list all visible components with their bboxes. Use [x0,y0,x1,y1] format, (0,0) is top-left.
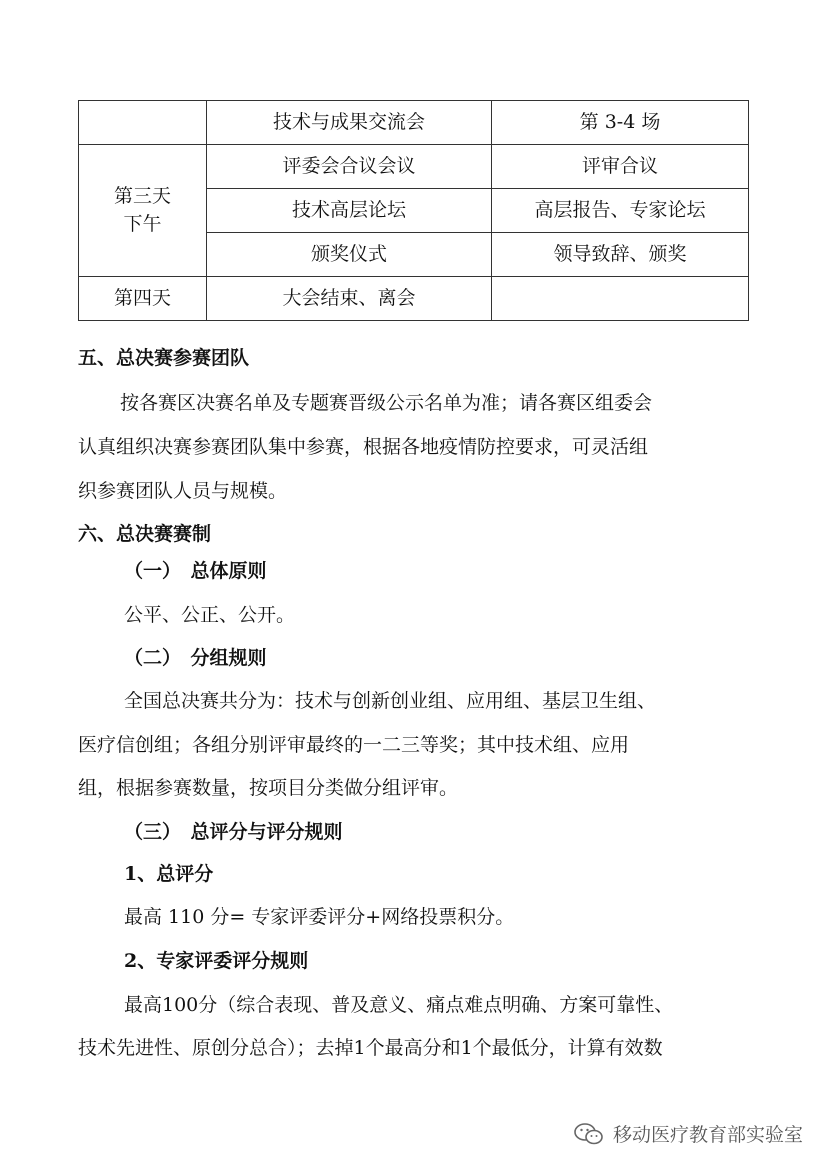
note-cell: 领导致辞、颁奖 [492,233,749,277]
paragraph-line: 技术先进性、原创分总合）；去掉1个最高分和1个最低分，计算有效数 [78,1037,663,1059]
paragraph-line: 公平、公正、公开。 [124,604,296,626]
section-heading: 五、总决赛参赛团队 [78,347,250,369]
note-cell: 评审合议 [492,145,749,189]
note-cell: 第 3-4 场 [492,101,749,145]
day-cell [79,101,207,145]
paragraph-line: 最高100分（综合表现、普及意义、痛点难点明确、方案可靠性、 [124,994,674,1016]
day-label-line: 第三天 [113,184,171,207]
section-heading: 六、总决赛赛制 [78,523,212,545]
event-cell: 技术高层论坛 [207,189,492,233]
day-cell [79,145,207,277]
note-cell [492,277,749,321]
note-cell: 高层报告、专家论坛 [492,189,749,233]
watermark-text: 移动医疗教育部实验室 [612,1124,803,1146]
paragraph-line: 最高 110 分= 专家评委评分+网络投票积分。 [124,906,515,928]
subsection-heading: （一） 总体原则 [124,560,267,582]
watermark-footer [573,1120,803,1147]
event-cell: 颁奖仪式 [207,233,492,277]
event-cell: 大会结束、离会 [207,277,492,321]
subsection-heading: （二） 分组规则 [124,647,267,669]
event-cell: 技术与成果交流会 [207,101,492,145]
subsection-heading: （三） 总评分与评分规则 [124,821,343,843]
paragraph-line: 认真组织决赛参赛团队集中参赛，根据各地疫情防控要求，可灵活组 [78,436,649,458]
paragraph-line: 织参赛团队人员与规模。 [78,480,288,502]
item-heading: 2、专家评委评分规则 [124,950,309,972]
item-heading: 1、总评分 [124,863,214,885]
paragraph-line: 按各赛区决赛名单及专题赛晋级公示名单为准；请各赛区组委会 [120,392,653,414]
paragraph-line: 医疗信创组；各组分别评审最终的一二三等奖；其中技术组、应用 [78,734,630,756]
day-cell: 第四天 [79,277,207,321]
table-row [79,277,749,321]
schedule-table [78,100,749,321]
paragraph-line: 组，根据参赛数量，按项目分类做分组评审。 [78,777,459,799]
table-row [79,145,749,189]
wechat-icon [573,1122,605,1146]
event-cell: 评委会合议会议 [207,145,492,189]
paragraph-line: 全国总决赛共分为：技术与创新创业组、应用组、基层卫生组、 [124,690,657,712]
day-label-line: 下午 [123,212,162,235]
table-row [79,101,749,145]
